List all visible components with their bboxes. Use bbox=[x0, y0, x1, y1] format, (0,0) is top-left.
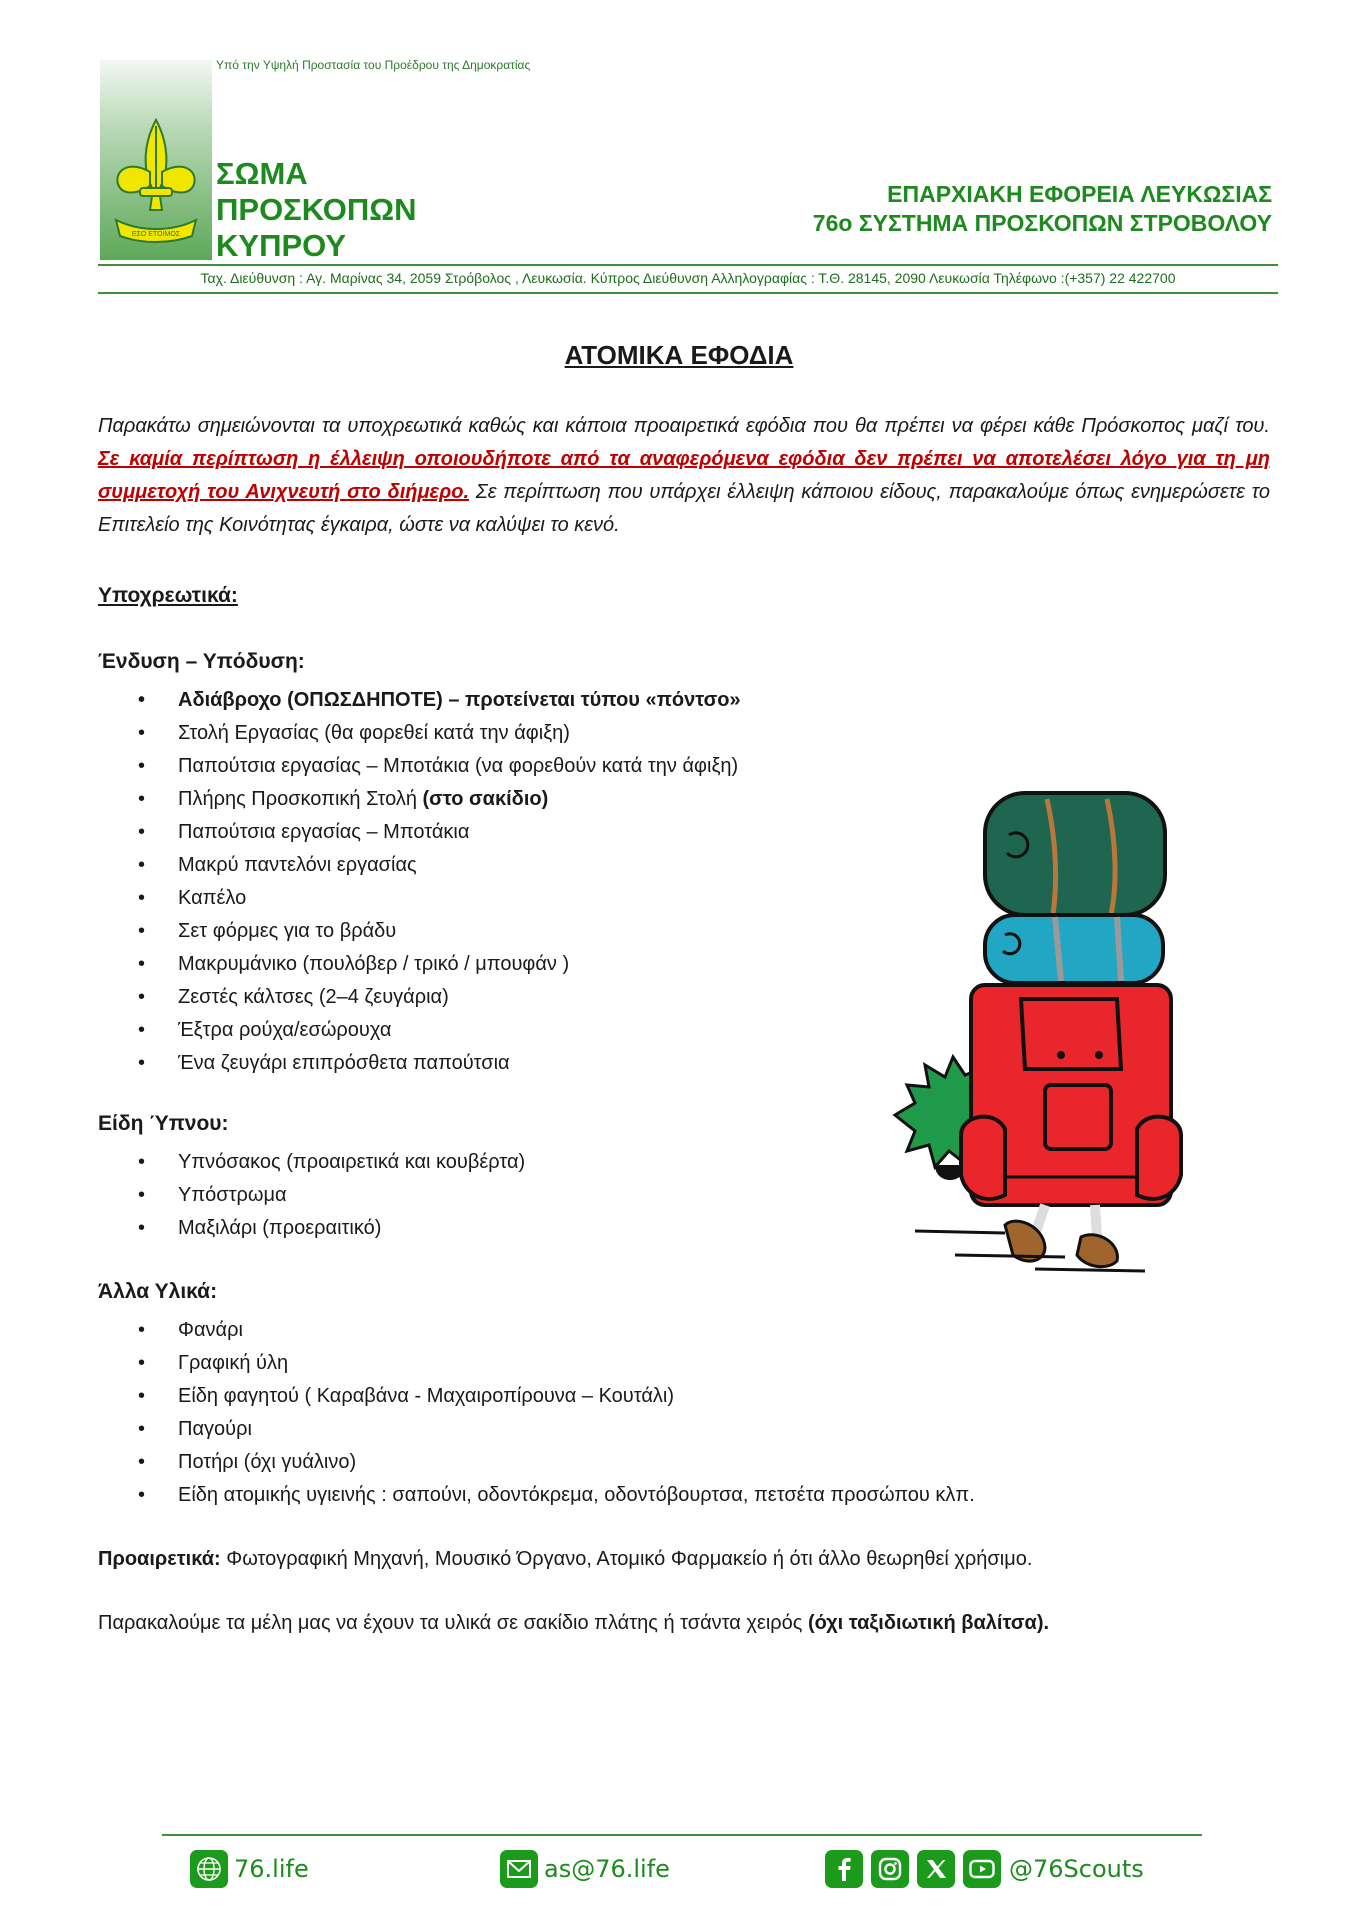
facebook-icon[interactable] bbox=[825, 1850, 863, 1888]
youtube-icon[interactable] bbox=[963, 1850, 1001, 1888]
list-item: • Υπόστρωμα bbox=[98, 1179, 898, 1212]
social-handle[interactable]: @76Scouts bbox=[1009, 1855, 1144, 1883]
list-item: • Υπνόσακος (προαιρετικά και κουβέρτα) bbox=[98, 1146, 898, 1179]
list-item: • Μαξιλάρι (προεραιτικό) bbox=[98, 1212, 898, 1245]
sleeping-heading: Είδη Ύπνου: bbox=[98, 1112, 229, 1135]
x-twitter-icon[interactable] bbox=[917, 1850, 955, 1888]
warning-text: Σε καμία περίπτωση η έλλειψη οποιουδήποτε από τα αναφερόμενα εφόδια δεν πρέπει να αποτελέσει λόγο για τη μη συμμετοχή του Ανιχνευτή στο διήμερο. bbox=[98, 448, 1270, 503]
header-divider bbox=[98, 292, 1278, 294]
document-title: ΑΤΟΜΙΚΑ ΕΦΟΔΙΑ bbox=[564, 340, 794, 370]
website-link[interactable]: 76.life bbox=[190, 1850, 309, 1888]
list-item: • Είδη ατομικής υγιεινής : σαπούνι, οδοντόκρεμα, οδοντόβουρτσα, πετσέτα προσώπου κλπ. bbox=[98, 1479, 1198, 1512]
list-item: • Έξτρα ρούχα/εσώρουχα bbox=[98, 1014, 898, 1047]
list-item: • Σετ φόρμες για το βράδυ bbox=[98, 915, 898, 948]
other-list bbox=[98, 1314, 1198, 1512]
intro-paragraph: Παρακάτω σημειώνονται τα υποχρεωτικά καθώς και κάποια προαιρετικά εφόδια που θα πρέπει να φέρει κάθε Πρόσκοπος μαζί του. Σε καμία περίπτωση η έλλειψη οποιουδήποτε από τα αναφερόμενα εφόδια δεν πρέπει να αποτελέσει λόγο για τη μη συμμετοχή του Ανιχνευτή στο διήμερο. Σε περίπτωση που υπάρχει έλλειψη κάποιου είδους, παρακαλούμε όπως ενημερώσετε το Επιτελείο της Κοινότητας έγκαιρα, ώστε να καλύψει το κενό. bbox=[98, 415, 1270, 536]
list-item: • Παπούτσια εργασίας – Μποτάκια (να φορεθούν κατά την άφιξη) bbox=[98, 750, 898, 783]
packing-note: Παρακαλούμε τα μέλη μας να έχουν τα υλικά σε σακίδιο πλάτης ή τσάντα χειρός (όχι ταξιδιωτική βαλίτσα). bbox=[98, 1612, 1050, 1634]
regional-office: ΕΠΑΡΧΙΑΚΗ ΕΦΟΡΕΙΑ ΛΕΥΚΩΣΙΑΣ 76ο ΣΥΣΤΗΜΑ ΠΡΟΣΚΟΠΩΝ ΣΤΡΟΒΟΛΟΥ bbox=[812, 181, 1272, 236]
mandatory-heading: Υποχρεωτικά: bbox=[98, 584, 238, 607]
list-item: • Φανάρι bbox=[98, 1314, 1198, 1347]
list-item: • Καπέλο bbox=[98, 882, 898, 915]
organization-name: ΣΩΜΑ ΠΡΟΣΚΟΠΩΝ ΚΥΠΡΟΥ bbox=[216, 156, 417, 263]
address-line: Ταχ. Διεύθυνση : Αγ. Μαρίνας 34, 2059 Στρόβολος , Λευκωσία. Κύπρος Διεύθυνση Αλληλογραφίας : Τ.Θ. 28145, 2090 Λευκωσία Τηλέφωνο :(+357) 22 422700 bbox=[200, 270, 1176, 286]
list-item: • Στολή Εργασίας (θα φορεθεί κατά την άφιξη) bbox=[98, 717, 898, 750]
patronage-text: Υπό την Υψηλή Προστασία του Προέδρου της Δημοκρατίας bbox=[216, 58, 531, 72]
clothing-list bbox=[98, 684, 898, 1080]
list-item: • Είδη φαγητού ( Καραβάνα - Μαχαιροπίρουνα – Κουτάλι) bbox=[98, 1380, 1198, 1413]
list-item: • Μακρύ παντελόνι εργασίας bbox=[98, 849, 898, 882]
list-item: • Παπούτσια εργασίας – Μποτάκια bbox=[98, 816, 898, 849]
instagram-icon[interactable] bbox=[871, 1850, 909, 1888]
list-item: • Παγούρι bbox=[98, 1413, 1198, 1446]
list-item: • Ζεστές κάλτσες (2–4 ζευγάρια) bbox=[98, 981, 898, 1014]
scouts-logo bbox=[100, 60, 212, 260]
list-item: • Πλήρης Προσκοπική Στολή (στο σακίδιο) bbox=[98, 783, 898, 816]
list-item: • Ένα ζευγάρι επιπρόσθετα παπούτσια bbox=[98, 1047, 898, 1080]
footer-divider bbox=[162, 1834, 1202, 1836]
backpack-icon bbox=[885, 785, 1195, 1275]
list-item: • Γραφική ύλη bbox=[98, 1347, 1198, 1380]
envelope-icon bbox=[500, 1850, 538, 1888]
optional-items: Προαιρετικά: Φωτογραφική Μηχανή, Μουσικό Όργανο, Ατομικό Φαρμακείο ή ότι άλλο θεωρηθεί χρήσιμο. bbox=[98, 1548, 1033, 1570]
fleur-de-lis-icon bbox=[100, 60, 212, 260]
list-item: • Μακρυμάνικο (πουλόβερ / τρικό / μπουφάν ) bbox=[98, 948, 898, 981]
hiker-backpack-illustration bbox=[885, 785, 1195, 1275]
list-item: • Αδιάβροχο (ΟΠΩΣΔΗΠΟΤΕ) – προτείνεται τύπου «πόντσο» bbox=[98, 684, 898, 717]
other-heading: Άλλα Υλικά: bbox=[98, 1280, 218, 1303]
sleeping-list bbox=[98, 1146, 898, 1245]
globe-icon bbox=[190, 1850, 228, 1888]
svg-text:ΕΣΟ ΕΤΟΙΜΟΣ: ΕΣΟ ΕΤΟΙΜΟΣ bbox=[131, 231, 181, 238]
list-item: • Ποτήρι (όχι γυάλινο) bbox=[98, 1446, 1198, 1479]
header-divider bbox=[98, 264, 1278, 266]
email-link[interactable]: as@76.life bbox=[500, 1850, 670, 1888]
social-links bbox=[825, 1850, 1144, 1888]
clothing-heading: Ένδυση – Υπόδυση: bbox=[98, 650, 305, 673]
